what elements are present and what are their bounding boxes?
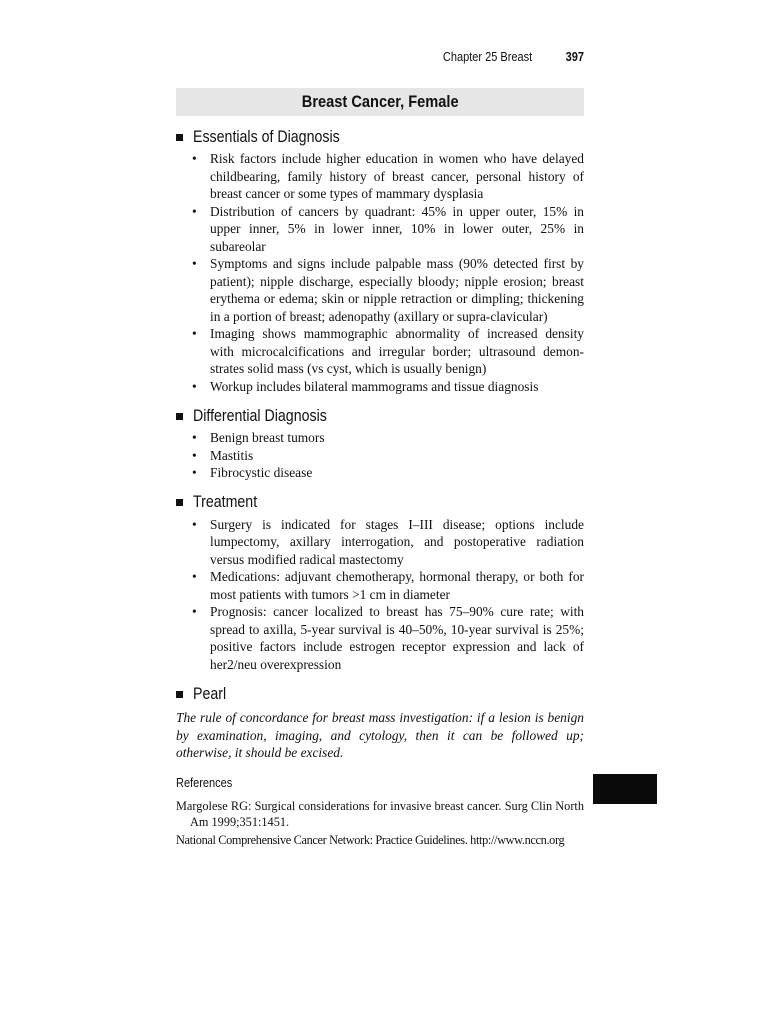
bullet-list [176, 150, 584, 395]
list-item [192, 603, 584, 673]
bullet-dot-icon: • [192, 430, 197, 445]
pearl-text: The rule of concordance for breast mass investigation: if a lesion is benign by examination, imaging, and cytology, then it can be followed up; otherwise, it should be excised. [176, 710, 584, 760]
bullet-dot-icon: • [192, 326, 197, 341]
bullet-dot-icon: • [192, 569, 197, 584]
chapter-label: Chapter 25 Breast [442, 50, 533, 64]
list-item [192, 150, 584, 203]
page-title: Breast Cancer, Female [301, 92, 459, 111]
square-bullet-icon [176, 691, 183, 698]
section-heading [176, 126, 584, 148]
list-item [192, 447, 584, 465]
list-item-text: Workup includes bilateral mammograms and tissue diagnosis [210, 378, 539, 394]
page-number: 397 [565, 50, 584, 64]
list-item [192, 325, 584, 378]
list-item [192, 203, 584, 256]
list-item-text: Benign breast tumors [210, 430, 325, 445]
section-essentials-of-diagnosis [176, 126, 584, 395]
list-item [192, 429, 584, 447]
section-title: Pearl [193, 684, 227, 703]
section-title: Treatment [193, 493, 258, 511]
square-bullet-icon [176, 134, 183, 141]
list-item-text: Imaging shows mammographic abnormality of increased density with microcalcifications and irregular border; ultrasound demon-strates solid mass (vs cyst, which is usually benign) [210, 326, 584, 376]
references-heading: References [176, 775, 233, 790]
bullet-list [176, 429, 584, 482]
section-heading [176, 492, 584, 514]
bullet-dot-icon: • [192, 203, 197, 219]
bullet-dot-icon: • [192, 256, 197, 271]
list-item-text: Distribution of cancers by quadrant: 45% in upper outer, 15% in upper inner, 5% in lower inner, 10% in lower outer, 25% in subareolar [210, 203, 584, 254]
list-item [192, 516, 584, 569]
reference-item: Margolese RG: Surgical considerations for invasive breast cancer. Surg Clin North Am 1999;351:1451. [176, 798, 584, 829]
list-item [192, 464, 584, 482]
square-bullet-icon [176, 413, 183, 420]
square-bullet-icon [176, 499, 183, 506]
section-heading [176, 405, 584, 427]
list-item-text: Prognosis: cancer localized to breast has 75–90% cure rate; with spread to axilla, 5-year survival is 40–50%, 10-year survival is 25%; positive factors include estrogen receptor expression and lack of her2/neu overexpression [210, 604, 584, 672]
list-item-text: Fibrocystic disease [210, 465, 313, 480]
running-head [225, 50, 584, 72]
section-heading [176, 683, 584, 705]
list-item-text: Risk factors include higher education in women who have delayed childbearing, family history of breast cancer, personal history of breast cancer or some types of mammary dysplasia [210, 151, 584, 201]
chapter-thumb-tab [593, 774, 657, 804]
section-differential-diagnosis [176, 405, 584, 482]
bullet-dot-icon: • [192, 465, 197, 480]
bullet-dot-icon: • [192, 447, 197, 463]
list-item-text: Mastitis [210, 447, 254, 463]
list-item [192, 378, 584, 396]
section-pearl [176, 683, 584, 762]
reference-item: National Comprehensive Cancer Network: Practice Guidelines. http://www.nccn.org [176, 832, 565, 847]
book-page [176, 50, 584, 848]
section-title: Essentials of Diagnosis [193, 127, 340, 146]
list-item-text: Surgery is indicated for stages I–III disease; options include lumpectomy, axillary interrogation, and postoperative radiation versus modified radical mastectomy [210, 516, 584, 567]
bullet-dot-icon: • [192, 516, 197, 532]
section-title: Differential Diagnosis [193, 406, 327, 425]
bullet-dot-icon: • [192, 378, 197, 394]
bullet-dot-icon: • [192, 151, 197, 166]
title-bar [176, 88, 584, 116]
bullet-dot-icon: • [192, 604, 197, 619]
list-item [192, 568, 584, 603]
section-treatment [176, 492, 584, 674]
list-item-text: Symptoms and signs include palpable mass (90% detected first by patient); nipple discharge, especially bloody; nipple erosion; breast erythema or edema; skin or nipple retraction or dimpling; thickening in a portion of breast; adenopathy (axillary or supra-clavicular) [210, 256, 584, 324]
list-item [192, 255, 584, 325]
bullet-list [176, 516, 584, 674]
list-item-text: Medications: adjuvant chemotherapy, hormonal therapy, or both for most patients with tumors >1 cm in diameter [210, 569, 584, 602]
